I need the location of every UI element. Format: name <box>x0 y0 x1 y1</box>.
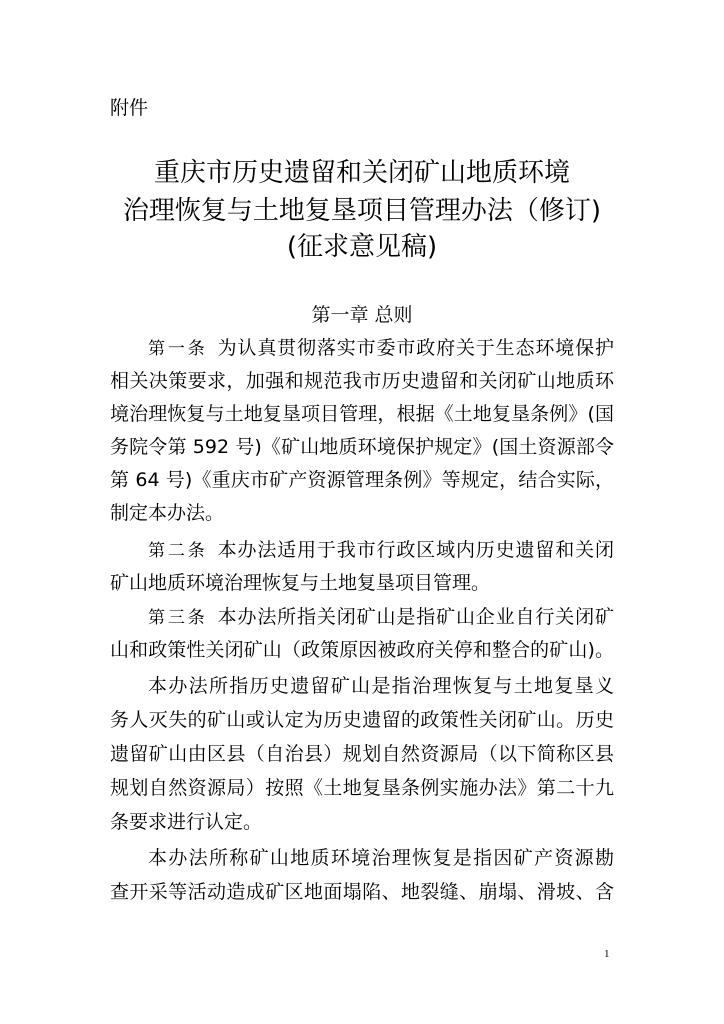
title-line-1: 重庆市历史遗留和关闭矿山地质环境 <box>153 158 570 188</box>
restore-para-line-2: 查开采等活动造成矿区地面塌陷、地裂缝、崩塌、滑坡、含 <box>110 881 614 903</box>
article-1-line-4: 务院令第 592 号)《矿山地质环境保护规定》(国土资源部令 <box>110 436 614 458</box>
article-1-text: 为认真贯彻落实市委市政府关于生态环境保护 <box>217 337 614 359</box>
history-para-line-5: 条要求进行认定。 <box>110 811 263 833</box>
article-3-line-1 <box>148 603 614 632</box>
title-line-3: (征求意见稿) <box>286 232 438 262</box>
article-2-label: 第二条 <box>148 541 208 561</box>
history-para-line-3: 遗留矿山由区县（自治县）规划自然资源局（以下简称区县 <box>110 743 614 765</box>
attachment-label: 附件 <box>110 97 149 119</box>
article-1-line-3: 境治理恢复与土地复垦项目管理，根据《土地复垦条例》(国 <box>110 403 614 425</box>
article-1-line-1 <box>148 334 614 363</box>
article-2-line-2: 矿山地质环境治理恢复与土地复垦项目管理。 <box>110 572 491 594</box>
article-2-line-1 <box>148 536 614 565</box>
article-1-line-5: 第 64 号)《重庆市矿产资源管理条例》等规定，结合实际， <box>110 469 614 491</box>
article-3-line-2: 山和政策性关闭矿山（政策原因被政府关停和整合的矿山)。 <box>110 639 614 661</box>
article-3-label: 第三条 <box>148 608 208 628</box>
title-line-2: 治理恢复与土地复垦项目管理办法（修订) <box>122 196 602 226</box>
page-number: 1 <box>604 948 610 960</box>
article-2-text: 本办法适用于我市行政区域内历史遗留和关闭 <box>217 539 614 561</box>
article-1-line-6: 制定本办法。 <box>110 502 225 524</box>
article-1-label: 第一条 <box>148 339 208 359</box>
history-para-line-2: 务人灭失的矿山或认定为历史遗留的政策性关闭矿山。历史 <box>110 709 614 731</box>
chapter-heading: 第一章 总则 <box>311 304 413 326</box>
article-1-line-2: 相关决策要求，加强和规范我市历史遗留和关闭矿山地质环 <box>110 370 614 392</box>
article-3-text: 本办法所指关闭矿山是指矿山企业自行关闭矿 <box>217 606 614 628</box>
history-para-line-4: 规划自然资源局）按照《土地复垦条例实施办法》第二十九 <box>110 777 614 799</box>
history-para-line-1: 本办法所指历史遗留矿山是指治理恢复与土地复垦义 <box>148 675 614 697</box>
restore-para-line-1: 本办法所称矿山地质环境治理恢复是指因矿产资源勘 <box>148 847 614 869</box>
